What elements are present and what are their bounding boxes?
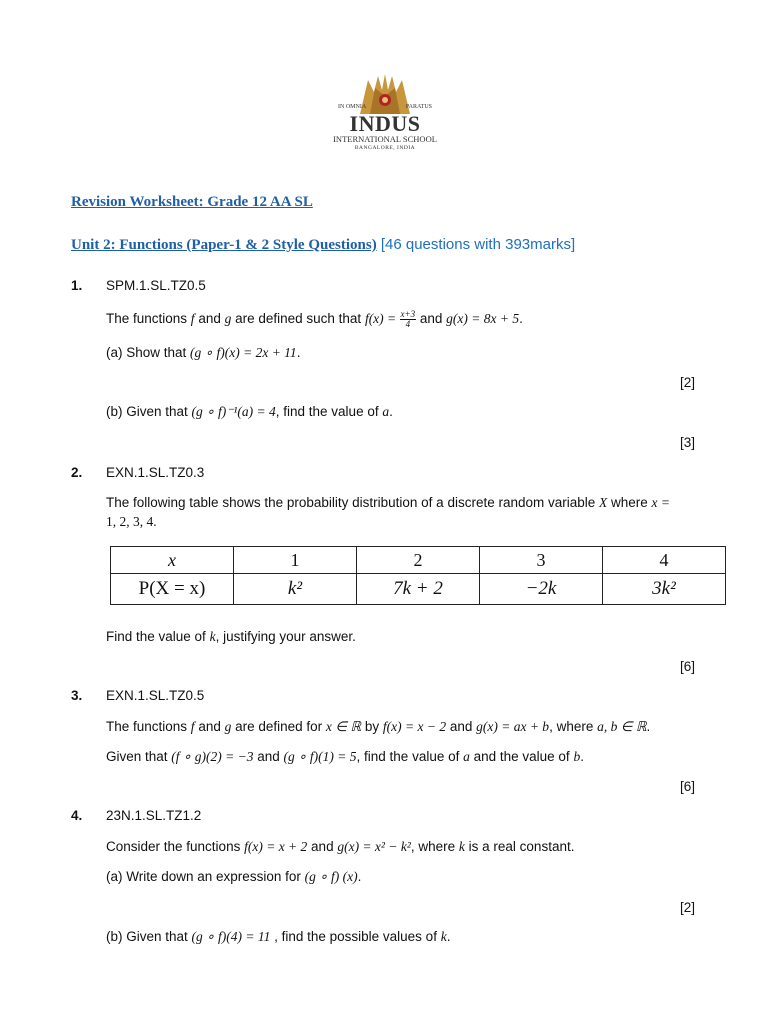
text: , find the value of [275,404,383,419]
math: k [209,629,216,644]
math: g(x) = ax + b [476,719,550,734]
denominator: 4 [405,319,411,329]
text: , find the value of [356,749,464,764]
marks: [6] [680,659,696,674]
text: . [646,719,651,734]
math: (g ∘ f)(1) = 5 [283,749,357,764]
text: (a) Write down an expression for [106,869,305,884]
unit-heading [71,236,575,254]
question-number: 1. [71,278,83,293]
math: X [599,495,608,510]
table-cell: 4 [603,547,726,574]
table-row [111,547,726,574]
math: f(x) = x + 2 [244,839,308,854]
text: . [446,929,451,944]
motto-right: PARATUS [405,104,432,110]
text: , justifying your answer. [215,629,356,644]
q4-part-a [106,869,361,885]
question-code: 23N.1.SL.TZ1.2 [106,808,202,823]
q3-line2 [106,749,584,765]
text: by [361,719,383,734]
q4-part-b [106,929,450,945]
text: , where [549,719,598,734]
math: k [440,929,447,944]
table-row [111,574,726,605]
logo-name: INDUS [349,111,421,136]
logo-location: BANGALORE, INDIA [354,145,416,151]
text: (b) Given that [106,929,192,944]
math: x ∈ ℝ [325,719,362,734]
text: The functions [106,311,191,327]
text: The following table shows the probability distribution of a discrete random variable [106,495,600,510]
table-cell: 7k + 2 [357,574,480,605]
q2-find [106,629,356,645]
marks: [6] [680,779,696,794]
math: (g ∘ f)(4) = 11 [191,929,271,944]
math: a [382,404,390,419]
q1-part-a [106,345,300,361]
text: and [446,719,477,734]
text: , find the possible values of [270,929,441,944]
table-cell: k² [234,574,357,605]
text: and [194,311,225,327]
table-cell: P(X = x) [111,574,234,605]
text: (b) Given that [106,404,192,419]
question-code: EXN.1.SL.TZ0.5 [106,688,205,703]
text: The functions [106,719,191,734]
math: x = [651,495,671,510]
text: . [519,311,523,327]
logo-school: INTERNATIONAL SCHOOL [333,134,437,144]
math: f(x) = [364,311,400,327]
math: k [458,839,465,854]
math: f [190,311,195,327]
text: is a real constant. [464,839,575,854]
numerator: x+3 [400,309,416,319]
text: and [307,839,338,854]
math: b [573,749,581,764]
text: Find the value of [106,629,210,644]
unit-label[interactable]: Unit 2: Functions (Paper-1 & 2 Style Questions) [71,237,377,253]
table-cell: −2k [480,574,603,605]
text: are defined such that [231,311,365,327]
math: g(x) = 8x + 5 [446,311,520,327]
table-cell: 3 [480,547,603,574]
text: Consider the functions [106,839,245,854]
text: where [607,495,652,510]
text: (a) Show that [106,345,191,360]
math: f(x) = x − 2 [382,719,447,734]
q2-line2: 1, 2, 3, 4. [106,514,157,529]
unit-note: [46 questions with 393marks] [376,236,576,253]
text: and [253,749,284,764]
question-number: 3. [71,688,83,703]
q2-line1 [106,495,670,511]
question-code: EXN.1.SL.TZ0.3 [106,465,205,480]
marks: [2] [680,900,696,915]
math: (f ∘ g)(2) = −3 [171,749,254,764]
table-cell: x [111,547,234,574]
math: a, b ∈ ℝ [597,719,647,734]
q1-part-b [106,404,393,420]
math: g [224,719,232,734]
q3-line1 [106,719,650,735]
text: Given that [106,749,172,764]
table-cell: 2 [357,547,480,574]
question-number: 4. [71,808,83,823]
text: and [416,311,447,327]
text: . [580,749,584,764]
worksheet-title[interactable]: Revision Worksheet: Grade 12 AA SL [71,194,313,210]
marks: [3] [680,435,696,450]
text: are defined for [231,719,326,734]
math: (g ∘ f)(x) = 2x + 11 [190,345,297,360]
marks: [2] [680,375,696,390]
question-code: SPM.1.SL.TZ0.5 [106,278,206,293]
question-number: 2. [71,465,83,480]
fraction [400,310,417,329]
text: and the value of [469,749,574,764]
table-cell: 3k² [603,574,726,605]
text: and [194,719,225,734]
math: f [190,719,195,734]
math: a [463,749,470,764]
math: g(x) = x² − k² [337,839,411,854]
table-cell: 1 [234,547,357,574]
math: (g ∘ f) (x) [304,869,358,884]
text: . [389,404,393,419]
school-logo [330,70,440,155]
motto-left: IN OMNIA [338,104,367,110]
text: . [357,869,362,884]
text: , where [410,839,459,854]
q4-line1 [106,839,574,855]
math: g [224,311,232,327]
q1-intro [106,310,523,329]
math: (g ∘ f)⁻¹(a) = 4 [191,404,276,419]
text: . [296,345,301,360]
probability-table [110,546,726,605]
